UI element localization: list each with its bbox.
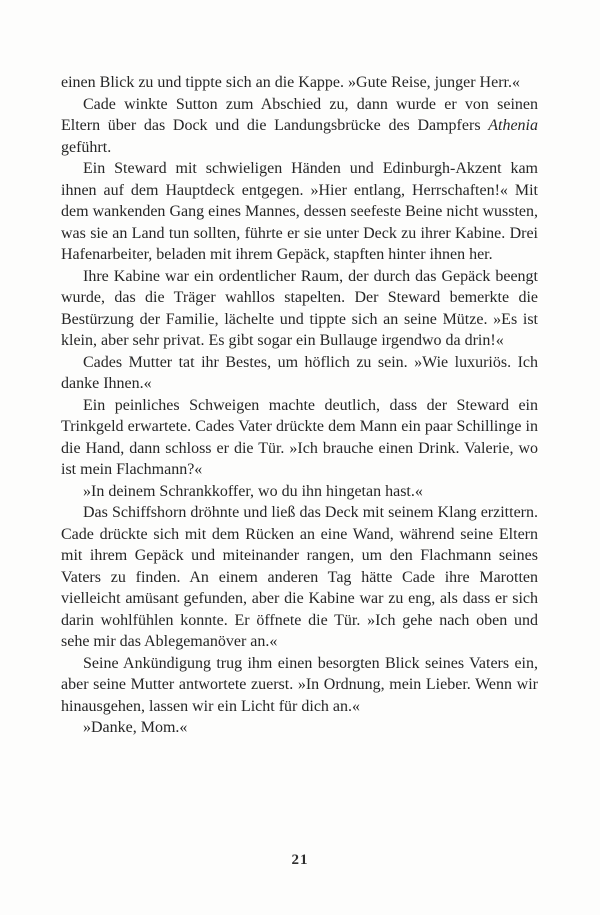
text-segment: geführt. <box>61 138 112 156</box>
paragraph <box>61 352 538 395</box>
paragraph <box>61 94 538 159</box>
text-segment: Seine Ankündigung trug ihm einen besorgten Blick seines Vaters ein, aber seine Mutter antwortete zuerst. »In Ordnung, mein Lieber. Wenn wir hinausgehen, lassen wir ein Licht für dich an.« <box>61 654 538 715</box>
text-segment: Ein peinliches Schweigen machte deutlich, dass der Steward ein Trinkgeld erwartete. Cades Vater drückte dem Mann ein paar Schillinge in die Hand, dann schloss er die Tür. »Ich brauche einen Drink. Valerie, wo ist mein Flachmann?« <box>61 396 538 478</box>
text-segment: Das Schiffshorn dröhnte und ließ das Deck mit seinem Klang erzittern. Cade drückte sich mit dem Rücken an eine Wand, während seine Eltern mit ihrem Gepäck und miteinander rangen, um den Flachmann seines Vaters zu finden. An einem anderen Tag hätte Cade ihre Marotten vielleicht amüsant gefunden, aber die Kabine war zu eng, als dass er sich darin wohlfühlen konnte. Er öffnete die Tür. »Ich gehe nach oben und sehe mir das Ablegemanöver an.« <box>61 504 538 650</box>
paragraph <box>61 158 538 266</box>
paragraph <box>61 266 538 352</box>
page-number: 21 <box>291 852 309 868</box>
text-segment: Ihre Kabine war ein ordentlicher Raum, der durch das Gepäck beengt wurde, das die Träger wahllos stapelten. Der Steward bemerkte die Bestürzung der Familie, lächelte und tippte sich an seine Mütze. »Es ist klein, aber sehr privat. Es gibt sogar ein Bullauge irgendwo da drin!« <box>61 267 538 349</box>
body-text <box>61 72 538 739</box>
text-segment: Cade winkte Sutton zum Abschied zu, dann wurde er von seinen Eltern über das Dock und die Landungsbrücke des Dampfers <box>61 95 538 134</box>
paragraph <box>61 481 538 503</box>
paragraph <box>61 653 538 718</box>
text-segment: »Danke, Mom.« <box>83 719 188 736</box>
italic-text: Athenia <box>488 117 538 134</box>
paragraph <box>61 502 538 653</box>
paragraph <box>61 395 538 481</box>
text-segment: Cades Mutter tat ihr Bestes, um höflich zu sein. »Wie luxuriös. Ich danke Ihnen.« <box>61 353 538 392</box>
text-segment: einen Blick zu und tippte sich an die Kappe. »Gute Reise, junger Herr.« <box>61 74 520 91</box>
text-segment: Ein Steward mit schwieligen Händen und Edinburgh-Akzent kam ihnen auf dem Hauptdeck entgegen. »Hier entlang, Herrschaften!« Mit dem wankenden Gang eines Mannes, dessen seefeste Beine nicht wussten, was sie an Land tun sollten, führte er sie unter Deck zu ihrer Kabine. Drei Hafenarbeiter, beladen mit ihrem Gepäck, stapften hinter ihnen her. <box>61 160 538 263</box>
paragraph <box>61 717 538 739</box>
paragraph <box>61 72 538 94</box>
text-segment: »In deinem Schrankkoffer, wo du ihn hingetan hast.« <box>83 482 423 500</box>
